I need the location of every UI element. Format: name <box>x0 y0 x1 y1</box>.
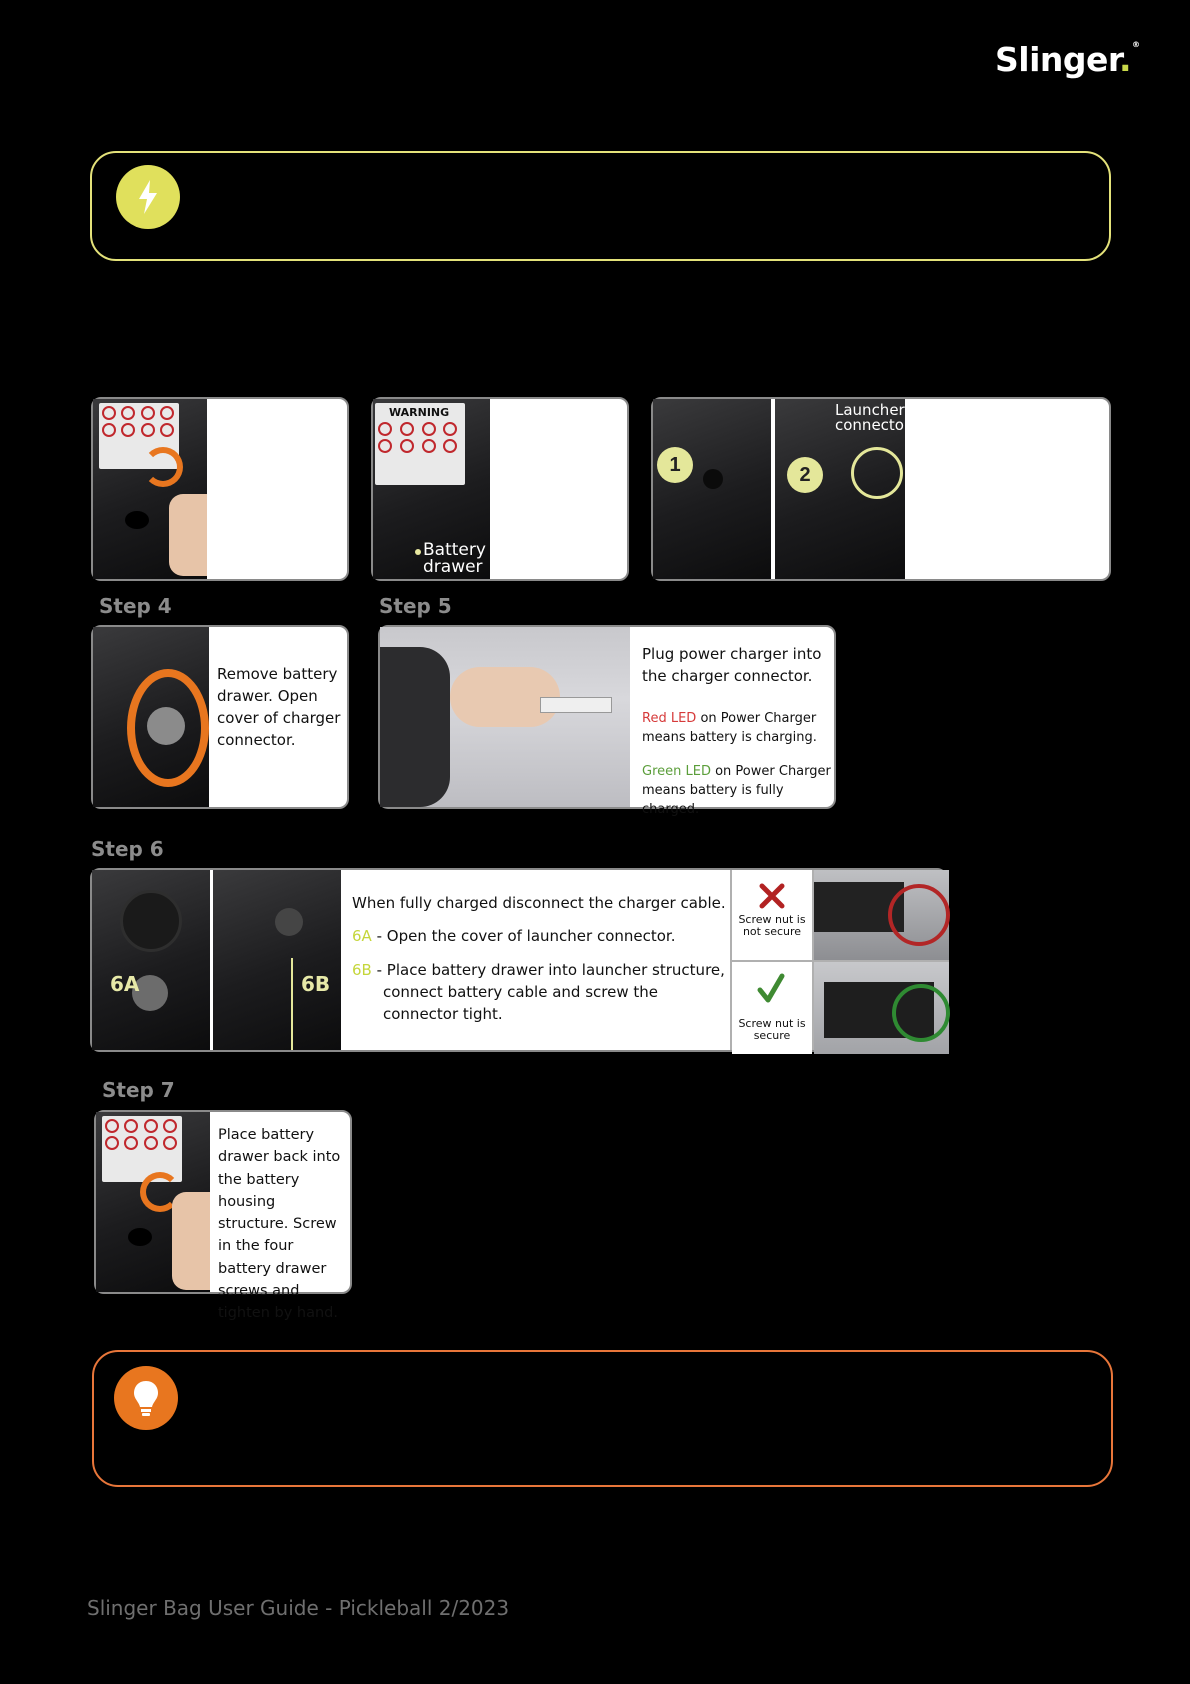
step-6b-instruction <box>352 959 733 1025</box>
red-highlight-circle <box>888 884 950 946</box>
step-6-label: Step 6 <box>91 837 164 861</box>
green-led-label: Green LED <box>642 764 711 779</box>
not-secure-cell <box>732 870 812 960</box>
photo-secure <box>814 962 949 1054</box>
tip-callout-box <box>92 1350 1113 1487</box>
photo-6a <box>92 870 210 1050</box>
hand-image <box>169 494 207 576</box>
panel-battery-drawer <box>371 397 629 581</box>
lightning-bolt-icon <box>116 165 180 229</box>
pointer-dot <box>415 549 421 555</box>
cross-icon <box>758 882 786 910</box>
green-led-rest: on Power Charger means battery is fully charged. <box>642 764 831 817</box>
step-4-text: Remove battery drawer. Open cover of charger connector. <box>217 665 341 749</box>
step-6b-text: - Place battery drawer into launcher structure, connect battery cable and screw the connector tight. <box>371 961 725 1023</box>
screw-hole <box>125 511 149 529</box>
number-2-badge: 2 <box>787 457 823 493</box>
secure-label: Screw nut is secure <box>738 1017 806 1042</box>
photo-unscrew-drawer <box>93 399 207 579</box>
step-6b-code: 6B <box>352 961 372 979</box>
launcher-body-image <box>380 647 450 807</box>
red-led-note <box>642 709 834 747</box>
rotate-arrow-icon <box>143 447 183 487</box>
step-7-text: Place battery drawer back into the battery housing structure. Screw in the four battery drawer screws and tighten by hand. <box>218 1127 341 1322</box>
photo-launcher-1 <box>653 399 771 579</box>
logo-dot: . <box>1118 40 1132 79</box>
number-1-badge: 1 <box>657 447 693 483</box>
connector-image <box>275 908 303 936</box>
charging-callout-box <box>90 151 1111 261</box>
footer-text: Slinger Bag User Guide - Pickleball 2/2023 <box>87 1596 510 1620</box>
power-strip-image <box>540 697 612 713</box>
step-5-card <box>378 625 836 817</box>
pointer-line <box>291 958 293 1050</box>
battery-drawer-label: Battery drawer <box>423 540 486 577</box>
screw-hole <box>128 1228 152 1246</box>
panel-launcher-connector <box>651 397 1111 581</box>
photo-6a-label: 6A <box>110 972 140 996</box>
hand-image <box>172 1192 210 1290</box>
slinger-logo <box>995 40 1140 79</box>
connector-image <box>147 707 185 745</box>
red-led-label: Red LED <box>642 711 697 726</box>
photo-plug-charger <box>380 627 630 807</box>
step-7-card <box>94 1110 352 1322</box>
photo-charger-connector <box>93 627 209 807</box>
green-led-note <box>642 762 834 819</box>
warning-sign-text: WARNING <box>389 406 450 419</box>
lightbulb-icon <box>114 1366 178 1430</box>
connector-image <box>703 469 723 489</box>
check-icon <box>756 974 786 1004</box>
warning-sign-image <box>375 403 465 485</box>
secure-cell <box>732 962 812 1054</box>
step-6a-text: - Open the cover of launcher connector. <box>371 927 676 945</box>
launcher-connector-label: Launcher connector <box>835 401 911 434</box>
step-5-text: Plug power charger into the charger connector. <box>642 645 822 685</box>
photo-battery-drawer <box>373 399 490 579</box>
step-4-card <box>91 625 349 809</box>
warning-sign-image <box>102 1116 182 1182</box>
logo-text: Slinger <box>995 40 1119 79</box>
step-7-label: Step 7 <box>102 1078 175 1102</box>
step-4-label: Step 4 <box>99 594 172 618</box>
connector-cover-image <box>120 890 182 952</box>
step-6-intro: When fully charged disconnect the charger cable. <box>352 894 726 912</box>
step-5-label: Step 5 <box>379 594 452 618</box>
logo-registered-mark: ® <box>1132 40 1140 49</box>
photo-6b-label: 6B <box>301 972 331 996</box>
step-6a-code: 6A <box>352 927 372 945</box>
green-highlight-circle <box>892 984 950 1042</box>
photo-launcher-2 <box>775 399 911 579</box>
step-6a-instruction <box>352 925 732 947</box>
panel-unscrew-drawer <box>91 397 349 581</box>
not-secure-label: Screw nut is not secure <box>738 913 806 938</box>
red-led-rest: on Power Charger means battery is charging. <box>642 711 817 745</box>
photo-screw-drawer <box>96 1112 210 1292</box>
highlight-circle <box>851 447 903 499</box>
step-6-card <box>90 868 947 1052</box>
photo-not-secure <box>814 870 949 960</box>
photo-6b <box>213 870 341 1050</box>
